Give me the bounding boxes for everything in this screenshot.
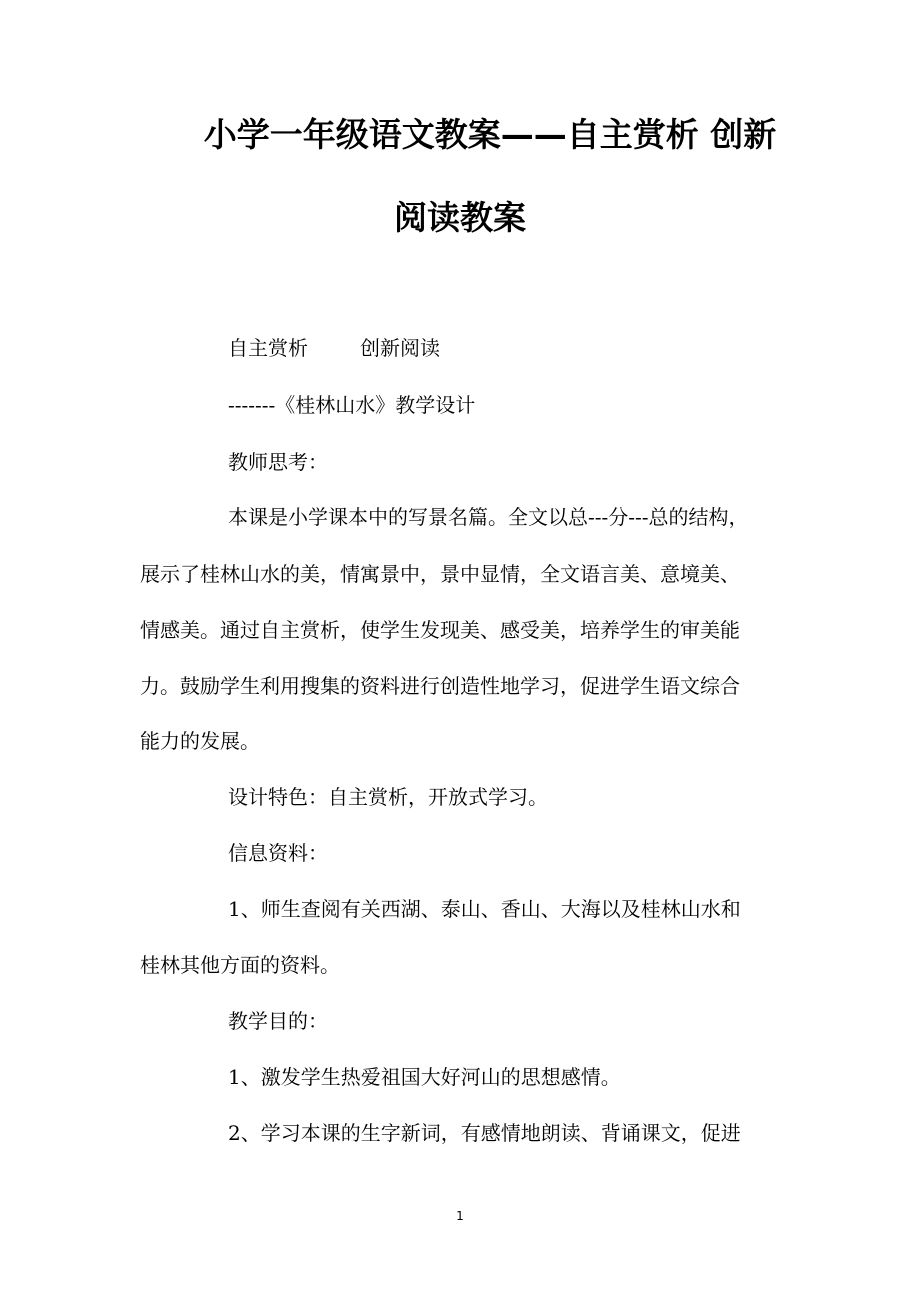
teacher-thinking-line: 力。鼓励学生利用搜集的资料进行创造性地学习，促进学生语文综合 [140, 674, 740, 698]
objective-item: 1、激发学生热爱祖国大好河山的思想感情。 [228, 1065, 621, 1089]
lesson-subtitle: -------《桂林山水》教学设计 [228, 393, 476, 417]
lesson-heading-part-1: 自主赏析 [228, 336, 308, 360]
teacher-thinking-line: 本课是小学课本中的写景名篇。全文以总---分---总的结构， [228, 505, 749, 529]
design-feature: 设计特色：自主赏析，开放式学习。 [228, 785, 548, 809]
lesson-heading [228, 334, 888, 362]
lesson-heading-part-2: 创新阅读 [360, 336, 440, 360]
info-resources-label: 信息资料： [228, 841, 328, 865]
teacher-thinking-label: 教师思考： [228, 450, 328, 474]
info-item-line: 桂林其他方面的资料。 [140, 953, 340, 977]
teacher-thinking-line: 展示了桂林山水的美，情寓景中，景中显情，全文语言美、意境美、 [140, 562, 740, 586]
info-item-line: 1、师生查阅有关西湖、泰山、香山、大海以及桂林山水和 [228, 897, 741, 921]
teaching-objectives-label: 教学目的： [228, 1009, 328, 1033]
document-title-line-2: 阅读教案 [394, 198, 526, 237]
document-title-line-1: 小学一年级语文教案——自主赏析 创新 [203, 115, 777, 154]
teacher-thinking-line: 情感美。通过自主赏析，使学生发现美、感受美，培养学生的审美能 [140, 618, 740, 642]
page-number: 1 [456, 1209, 464, 1223]
teacher-thinking-line: 能力的发展。 [140, 729, 260, 753]
objective-item: 2、学习本课的生字新词，有感情地朗读、背诵课文，促进 [228, 1121, 741, 1145]
